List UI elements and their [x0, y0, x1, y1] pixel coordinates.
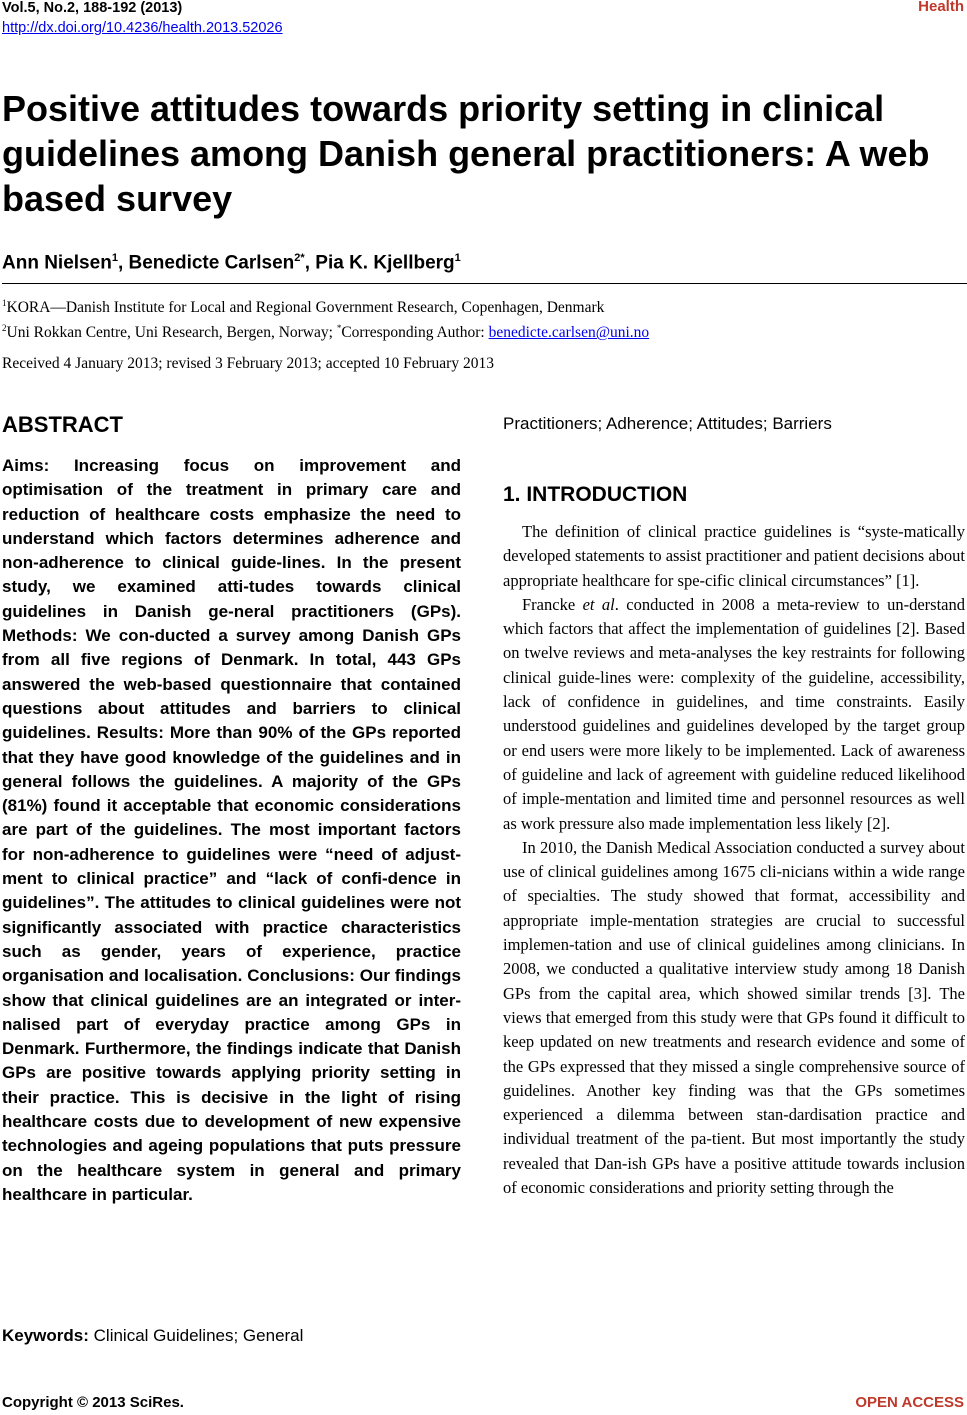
right-column: [503, 412, 965, 1200]
author-name: Ann Nielsen: [2, 252, 112, 274]
journal-header: [2, 0, 283, 38]
received-dates: Received 4 January 2013; revised 3 February 2013; accepted 10 February 2013: [2, 355, 494, 372]
paper-title: Positive attitudes towards priority setting in clinical guidelines among Danish general practitioners: A web based survey: [2, 88, 930, 219]
keywords-label: Keywords:: [2, 1326, 89, 1345]
corresponding-email-link[interactable]: benedicte.carlsen@uni.no: [488, 324, 650, 342]
author-name: Pia K. Kjellberg: [315, 252, 455, 274]
author-list: [2, 252, 461, 274]
header-divider: [2, 283, 967, 284]
abstract-text: Aims: Increasing focus on improvement and optimisation of the treatment in primary care and reduction of healthcare costs emphasize the need to understand which factors determines adherence and non-adherence to clinical guide-lines. In the present study, we examined atti-tudes towards clinical guidelines in Danish ge-neral practitioners (GPs). Methods: We con-ducted a survey among Danish GPs from all five regions of Denmark. In total, 443 GPs answered the web-based questionnaire that contained questions about attitudes and barriers to clinical guidelines. Results: More than 90% of the GPs reported that they have good knowledge of the guidelines and in general follows the guidelines. A majority of the GPs (81%) found it acceptable that economic considerations are part of the guidelines. The most important factors for non-adherence to guidelines were “need of adjust-ment to clinical practice” and “lack of confi-dence in guidelines”. The attitudes to clinical guidelines were not significantly associated with practice characteristics such as gender, years of experience, practice organisation and localisation. Conclusions: Our findings show that clinical guidelines are an integrated or inter-nalised part of everyday practice among GPs in Denmark. Furthermore, the findings indicate that Danish GPs are positive towards applying priority setting in their practice. This is decisive in the light of rising healthcare costs due to development of new expensive technologies and ageing populations that puts pressure on the healthcare system in general and primary healthcare in particular.: [2, 456, 461, 1204]
author-affiliation-mark: 1: [111, 252, 118, 264]
author-separator: ,: [117, 252, 129, 274]
affiliation-text: KORA—Danish Institute for Local and Regional Government Research, Copenhagen, Denmark: [6, 299, 605, 317]
affiliation-1: [2, 293, 649, 318]
text-run: Francke: [522, 594, 583, 614]
keywords-continued: Practitioners; Adherence; Attitudes; Barriers: [503, 414, 832, 433]
text-run-italic: et al: [582, 594, 615, 614]
affiliation-2: [2, 318, 649, 343]
affiliation-text: Uni Rokkan Centre, Uni Research, Bergen, Norway;: [6, 324, 337, 342]
open-access-label: OPEN ACCESS: [855, 1394, 964, 1411]
section-heading-introduction: 1. INTRODUCTION: [503, 483, 688, 506]
affiliation-mark: 2: [2, 323, 7, 334]
affiliations: [2, 293, 649, 343]
journal-name: Health: [918, 0, 964, 15]
keywords-text: Clinical Guidelines; General: [88, 1326, 304, 1345]
corresponding-label: Corresponding Author:: [341, 324, 489, 342]
author-name: Benedicte Carlsen: [128, 252, 295, 274]
author-separator: ,: [304, 252, 316, 274]
intro-paragraph-1: The definition of clinical practice guidelines is “syste-matically developed statements to assist practitioner and patient decisions about appropriate healthcare for spe-cific clinical circumstances” [1].: [503, 522, 965, 590]
volume-info: Vol.5, No.2, 188-192 (2013): [2, 0, 183, 16]
keywords: [2, 1326, 303, 1346]
corresponding-mark: *: [336, 323, 342, 334]
abstract-heading: ABSTRACT: [2, 412, 123, 437]
affiliation-mark: 1: [2, 298, 7, 308]
doi-link[interactable]: http://dx.doi.org/10.4236/health.2013.52026: [2, 20, 283, 36]
intro-paragraph-3: In 2010, the Danish Medical Association conducted a survey about use of clinical guidelines among 1675 cli-nicians within a wide range of specialties. The study showed that format, accessibility and appropriate imple-mentation strategies are crucial to successful implemen-tation and use of clinical guidelines among clinicians. In 2008, we conducted a qualitative interview study among 18 Danish GPs from the capital area, which showed similar trends [3]. The views that emerged from this study were that GPs found it difficult to keep updated on new treatments and research evidence and some of the GPs expressed that they missed a single comprehensive source of guidelines. Another key finding was that the GPs sometimes experienced a dilemma between stan-dardisation practice and individual treatment of the pa-tient. But most importantly the study revealed that Dan-ish GPs have a positive attitude towards inclusion of economic considerations and priority setting through the: [503, 837, 965, 1198]
author-affiliation-mark: 2*: [294, 252, 305, 264]
text-run: . conducted in 2008 a meta-review to un-derstand which factors that affect the implementation of guidelines [2]. Based on twelve reviews and meta-analyses the key restraints for following clinical guide-lines were: complexity of the guideline, accessibility, lack of confidence in guidelines, and time constraints. Easily understood guidelines and guidelines developed by the target group or end users were more likely to be implemented. Lack of awareness of guideline and lack of agreement with guideline reduced likelihood of imple-mentation and limited time and personnel resources as well as work pressure also made implementation less likely [2].: [503, 594, 965, 833]
copyright-footer: Copyright © 2013 SciRes.: [2, 1394, 184, 1411]
author-affiliation-mark: 1: [454, 252, 461, 264]
left-column: [2, 410, 461, 1207]
intro-paragraph-2: [503, 593, 965, 836]
